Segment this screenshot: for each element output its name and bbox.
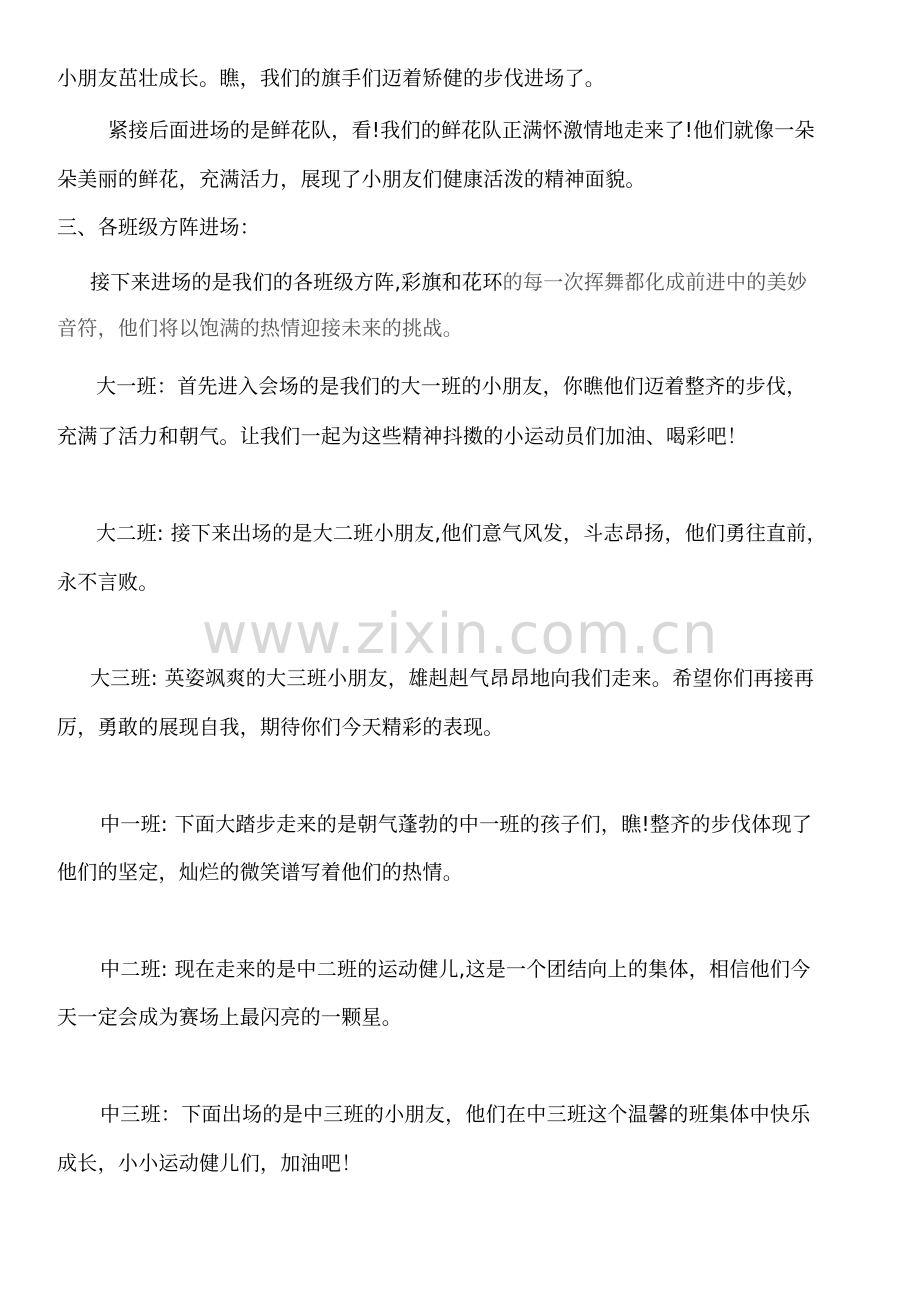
paragraph-line: 他们的坚定，灿烂的微笑谱写着他们的热情。 — [57, 860, 463, 884]
paragraph-line: 成长，小小运动健儿们，加油吧！ — [57, 1151, 362, 1175]
paragraph-line: 小朋友茁壮成长。瞧，我们的旗手们迈着矫健的步伐进场了。 — [57, 66, 606, 90]
class-intro-line: 大二班: 接下来出场的是大二班小朋友,他们意气风发，斗志昂扬，他们勇往直前， — [96, 521, 827, 545]
paragraph-line: 厉，勇敢的展现自我，期待你们今天精彩的表现。 — [57, 715, 504, 739]
class-intro-line: 中一班: 下面大踏步走来的是朝气蓬勃的中一班的孩子们，瞧!整齐的步伐体现了 — [100, 812, 813, 836]
paragraph-line: 紧接后面进场的是鲜花队，看!我们的鲜花队正满怀激情地走来了!他们就像一朵 — [108, 118, 815, 142]
class-intro-line: 中二班: 现在走来的是中二班的运动健儿,这是一个团结向上的集体，相信他们今 — [100, 957, 811, 981]
paragraph-line — [90, 268, 807, 296]
class-intro-line: 大一班：首先进入会场的是我们的大一班的小朋友，你瞧他们迈着整齐的步伐， — [96, 374, 807, 398]
section-heading: 三、各班级方阵进场： — [57, 215, 260, 239]
paragraph-line: 充满了活力和朝气。让我们一起为这些精神抖擞的小运动员们加油、喝彩吧！ — [57, 424, 748, 448]
text-segment-gray: 的每一次挥舞都化成前进中的美妙 — [502, 270, 808, 294]
class-intro-line: 中三班：下面出场的是中三班的小朋友，他们在中三班这个温馨的班集体中快乐 — [100, 1102, 811, 1126]
paragraph-line: 永不言败。 — [57, 570, 159, 594]
text-segment: 接下来进场的是我们的各班级方阵,彩旗和花环 — [90, 270, 503, 294]
paragraph-line: 朵美丽的鲜花，充满活力，展现了小朋友们健康活泼的精神面貌。 — [57, 167, 646, 191]
paragraph-line: 天一定会成为赛场上最闪亮的一颗星。 — [57, 1005, 403, 1029]
watermark: www.zixin.com.cn — [201, 602, 719, 667]
class-intro-line: 大三班: 英姿飒爽的大三班小朋友，雄赳赳气昂昂地向我们走来。希望你们再接再 — [90, 666, 815, 690]
paragraph-line: 音符，他们将以饱满的热情迎接未来的挑战。 — [57, 316, 463, 340]
